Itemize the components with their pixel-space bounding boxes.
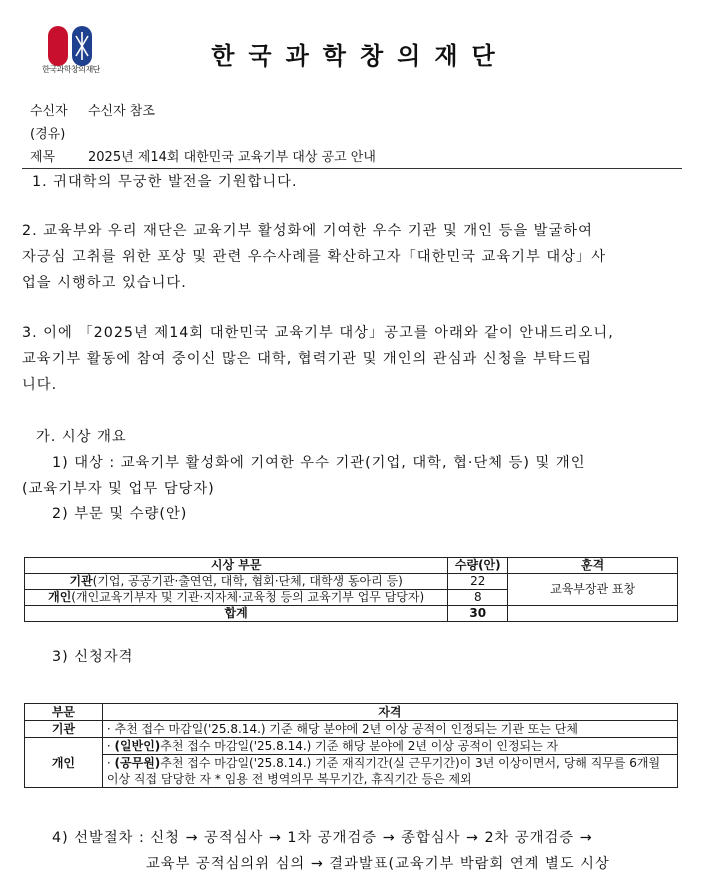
- paragraph-2-line-3: 업을 시행하고 있습니다.: [22, 275, 187, 291]
- paragraph-2-line-2: 자긍심 고취를 위한 포상 및 관련 우수사례를 확산하고자「대한민국 교육기부 대상」사: [22, 249, 607, 265]
- institution-category: 기관(기업, 공공기관·출연연, 대학, 협회·단체, 대학생 동아리 등): [25, 574, 448, 590]
- recipient-row: [30, 100, 155, 119]
- header-qualification: 자격: [102, 704, 677, 721]
- header-category: 시상 부문: [25, 558, 448, 574]
- eligibility-table: [24, 703, 678, 788]
- paragraph-1: 1. 귀대학의 무궁한 발전을 기원합니다.: [32, 174, 298, 190]
- item-1-line-2: (교육기부자 및 업무 담당자): [22, 481, 215, 497]
- item-2: 2) 부문 및 수량(안): [52, 506, 188, 522]
- paragraph-2-line-1: 2. 교육부와 우리 재단은 교육기부 활성화에 기여한 우수 기관 및 개인 등을 발굴하여: [22, 223, 593, 239]
- total-row: [25, 606, 678, 622]
- subject-row: [30, 146, 376, 165]
- table-header-row: [25, 558, 678, 574]
- item-3: 3) 신청자격: [52, 649, 134, 665]
- award-category-table: [24, 557, 678, 622]
- total-empty-cell: [508, 606, 678, 622]
- paragraph-3: [22, 320, 682, 398]
- logo-text: 한국과학창의재단: [42, 65, 100, 74]
- institution-label: 기관: [25, 721, 103, 738]
- individual-quantity: 8: [448, 590, 508, 606]
- paragraph-3-line-1: 3. 이에 「2025년 제14회 대한민국 교육기부 대상」공고를 아래와 같이 안내드리오니,: [22, 325, 614, 341]
- header-quantity: 수량(안): [448, 558, 508, 574]
- table-row: [25, 721, 678, 738]
- individual-category: 개인(개인교육기부자 및 기관·지자체·교육청 등의 교육기부 업무 담당자): [25, 590, 448, 606]
- table-row: [25, 738, 678, 755]
- item-1-line-1: 1) 대상 : 교육기부 활성화에 기여한 우수 기관(기업, 대학, 협·단체 등) 및 개인: [52, 455, 586, 471]
- table-row: [25, 755, 678, 788]
- item-4-line-1: 4) 선발절차 : 신청 → 공적심사 → 1차 공개검증 → 종합심사 → 2차 공개검증 →: [52, 830, 593, 846]
- individual-label: 개인: [25, 738, 103, 788]
- recipient-value: 수신자 참조: [88, 104, 155, 119]
- total-quantity: 30: [448, 606, 508, 622]
- subject-label: 제목: [30, 150, 56, 165]
- item-4-line-2: 교육부 공적심의위 심의 → 결과발표(교육기부 박람회 연계 별도 시상: [146, 856, 610, 872]
- table-row: [25, 574, 678, 590]
- award-rank: 교육부장관 표창: [508, 574, 678, 606]
- via-label: (경유): [30, 127, 66, 142]
- table-header-row: [25, 704, 678, 721]
- public-official-qualification: · (공무원)추천 접수 마감일('25.8.14.) 기준 재직기간(실 근무기간)이 3년 이상이면서, 당해 직무를 6개월 이상 직접 담당한 자 * 임용 전 병역의무 복무기간, 휴직기간 등은 제외: [102, 755, 677, 788]
- recipient-label: 수신자: [30, 104, 68, 119]
- paragraph-3-line-3: 니다.: [22, 377, 58, 393]
- document-title: 한국과학창의재단: [211, 42, 509, 70]
- general-public-qualification: · (일반인)추천 접수 마감일('25.8.14.) 기준 해당 분야에 2년 이상 공적이 인정되는 자: [102, 738, 677, 755]
- subject-value: 2025년 제14회 대한민국 교육기부 대상 공고 안내: [88, 150, 376, 165]
- via-row: [30, 123, 65, 142]
- total-label: 합계: [25, 606, 448, 622]
- section-overview-heading: 가. 시상 개요: [36, 429, 127, 445]
- paragraph-2: [22, 218, 682, 296]
- institution-quantity: 22: [448, 574, 508, 590]
- header-division: 부문: [25, 704, 103, 721]
- header-award: 훈격: [508, 558, 678, 574]
- paragraph-3-line-2: 교육기부 활동에 참여 중이신 많은 대학, 협력기관 및 개인의 관심과 신청을 부탁드립: [22, 351, 593, 367]
- institution-qualification: · 추천 접수 마감일('25.8.14.) 기준 해당 분야에 2년 이상 공적이 인정되는 기관 또는 단체: [102, 721, 677, 738]
